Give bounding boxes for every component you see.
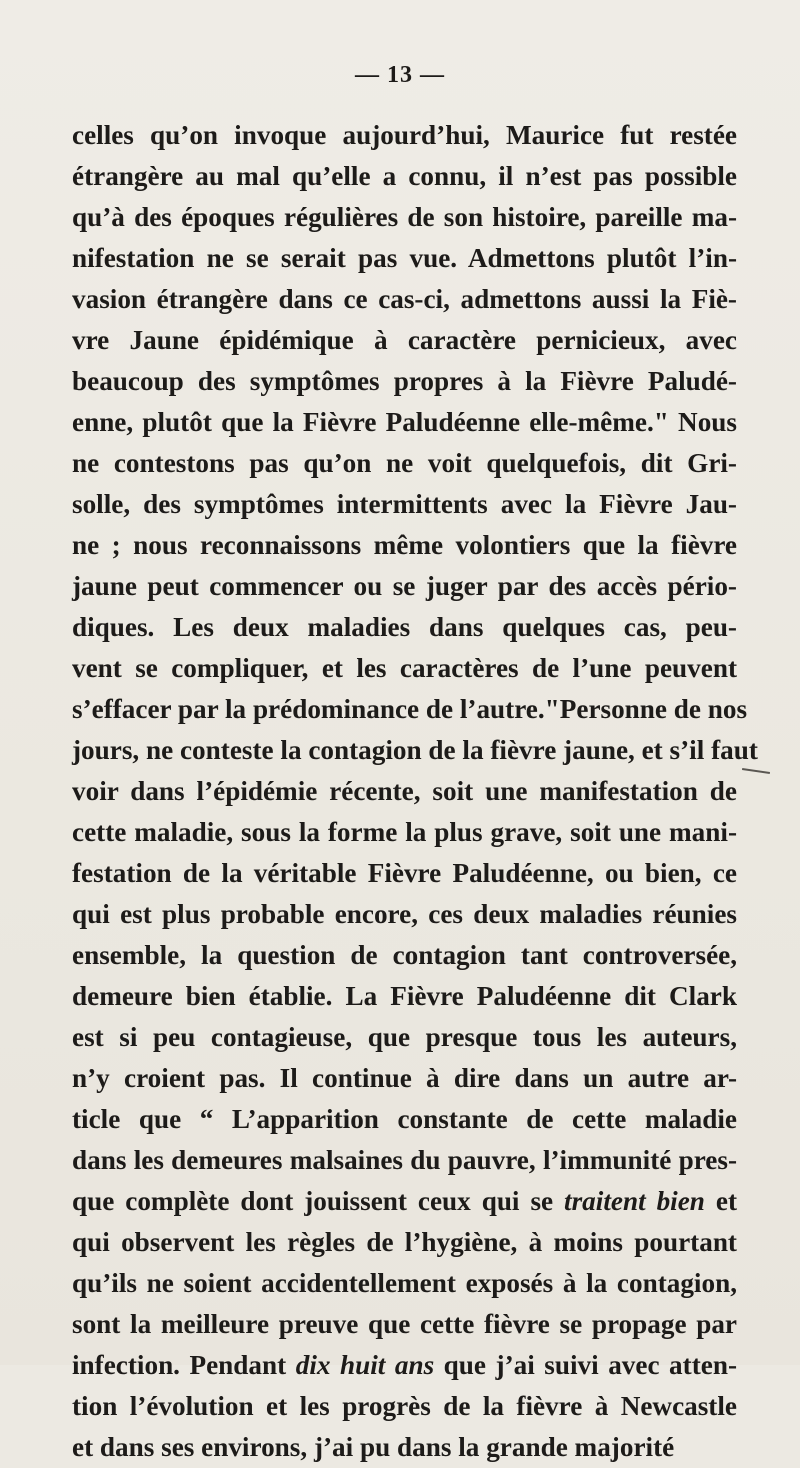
text-line: beaucoup des symptômes propres à la Fièvre Paludé- — [72, 366, 737, 396]
text-line: demeure bien établie. La Fièvre Paludéenne dit Clark — [72, 981, 737, 1011]
text-line: s’effacer par la prédominance de l’autre."Personne de nos — [72, 694, 748, 724]
text-line: tion l’évolution et les progrès de la fièvre à Newcastle — [72, 1391, 737, 1421]
text-line: qui observent les règles de l’hygiène, à moins pourtant — [72, 1227, 737, 1257]
text-line: ticle que “ L’apparition constante de cette maladie — [72, 1104, 737, 1134]
text-line: nifestation ne se serait pas vue. Admettons plutôt l’in- — [72, 243, 737, 273]
text-line: diques. Les deux maladies dans quelques cas, peu- — [72, 612, 737, 642]
page-number: — 13 — — [355, 62, 445, 88]
text-line — [72, 1181, 737, 1222]
italic-phrase: dix huit ans — [295, 1350, 435, 1380]
body-text — [72, 115, 758, 1468]
margin-mark — [742, 768, 770, 774]
text-fragment: que j’ai suivi avec atten- — [434, 1350, 737, 1380]
text-line: étrangère au mal qu’elle a connu, il n’est pas possible — [72, 161, 737, 191]
text-line: vre Jaune épidémique à caractère pernicieux, avec — [72, 325, 737, 355]
text-line: vent se compliquer, et les caractères de l’une peuvent — [72, 653, 737, 683]
text-line: jours, ne conteste la contagion de la fièvre jaune, et s’il faut — [72, 735, 758, 765]
text-fragment: infection. Pendant — [72, 1350, 296, 1380]
text-line: ne ; nous reconnaissons même volontiers que la fièvre — [72, 530, 737, 560]
text-fragment: et — [704, 1186, 737, 1216]
text-line: voir dans l’épidémie récente, soit une manifestation de — [72, 776, 737, 806]
text-line: qu’ils ne soient accidentellement exposés à la contagion, — [72, 1268, 737, 1298]
text-line: n’y croient pas. Il continue à dire dans un autre ar- — [72, 1063, 737, 1093]
text-line: qu’à des époques régulières de son histoire, pareille ma- — [72, 202, 737, 232]
text-line: et dans ses environs, j’ai pu dans la grande majorité — [72, 1432, 675, 1462]
text-line: jaune peut commencer ou se juger par des accès pério- — [72, 571, 737, 601]
text-line — [72, 1345, 737, 1386]
text-line: enne, plutôt que la Fièvre Paludéenne elle-même." Nous — [72, 407, 737, 437]
text-line: ensemble, la question de contagion tant controversée, — [72, 940, 737, 970]
text-line: celles qu’on invoque aujourd’hui, Maurice fut restée — [72, 120, 737, 150]
text-line: sont la meilleure preuve que cette fièvre se propage par — [72, 1309, 737, 1339]
text-line: cette maladie, sous la forme la plus grave, soit une mani- — [72, 817, 737, 847]
text-line: vasion étrangère dans ce cas-ci, admettons aussi la Fiè- — [72, 284, 737, 314]
text-line: qui est plus probable encore, ces deux maladies réunies — [72, 899, 737, 929]
text-line: est si peu contagieuse, que presque tous les auteurs, — [72, 1022, 737, 1052]
text-line: solle, des symptômes intermittents avec la Fièvre Jau- — [72, 489, 737, 519]
text-fragment: que complète dont jouissent ceux qui se — [72, 1186, 565, 1216]
text-line: ne contestons pas qu’on ne voit quelquefois, dit Gri- — [72, 448, 737, 478]
text-line: dans les demeures malsaines du pauvre, l’immunité pres- — [72, 1145, 737, 1175]
text-line: festation de la véritable Fièvre Paludéenne, ou bien, ce — [72, 858, 737, 888]
italic-phrase: traitent bien — [564, 1186, 705, 1216]
